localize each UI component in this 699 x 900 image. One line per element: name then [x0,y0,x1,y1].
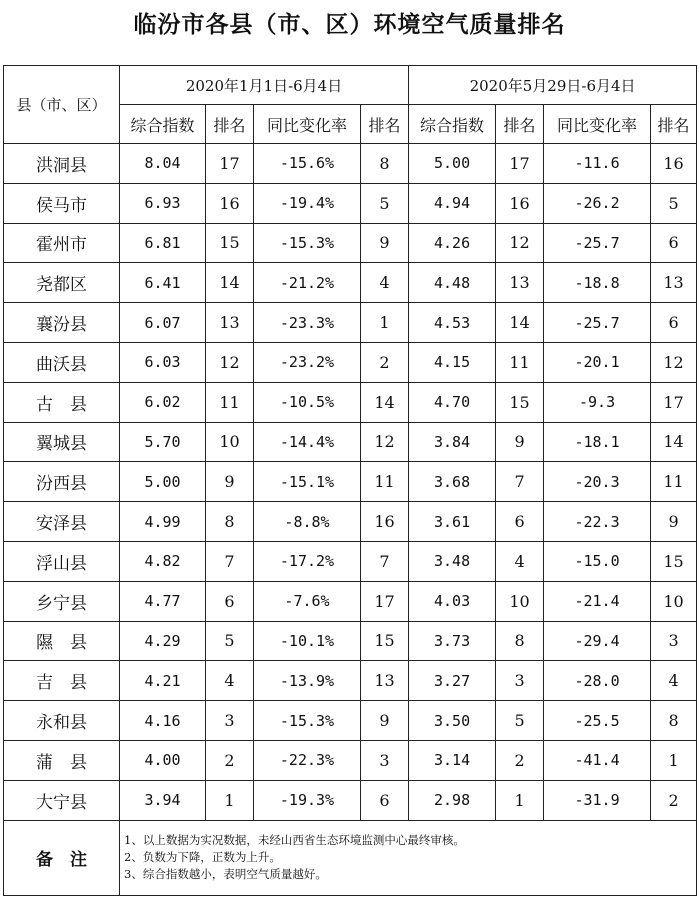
change-a-cell: -21.2% [254,263,361,303]
rank2-a-cell: 9 [361,701,409,741]
col-rank-a: 排名 [206,105,254,144]
col-rank2-b: 排名 [651,105,697,144]
period-b-header: 2020年5月29日-6月4日 [409,66,697,105]
rank-a-cell: 10 [206,422,254,462]
rank-a-cell: 3 [206,701,254,741]
index-a-cell: 4.77 [120,581,206,621]
index-a-cell: 4.82 [120,541,206,581]
rank2-a-cell: 2 [361,342,409,382]
rank2-b-cell: 5 [651,183,697,223]
county-cell: 安泽县 [4,502,120,542]
rank2-a-cell: 5 [361,183,409,223]
index-b-cell: 5.00 [409,144,496,184]
rank2-b-cell: 11 [651,462,697,502]
rank2-a-cell: 4 [361,263,409,303]
county-cell: 尧都区 [4,263,120,303]
change-a-cell: -22.3% [254,740,361,780]
rank2-a-cell: 13 [361,661,409,701]
index-a-cell: 8.04 [120,144,206,184]
table-body [4,144,697,821]
index-b-cell: 4.94 [409,183,496,223]
rank-b-cell: 1 [496,780,544,820]
index-a-cell: 3.94 [120,780,206,820]
rank2-a-cell: 8 [361,144,409,184]
rank-a-cell: 8 [206,502,254,542]
change-a-cell: -10.5% [254,382,361,422]
table-row [4,780,697,820]
index-a-cell: 6.93 [120,183,206,223]
rank-b-cell: 4 [496,541,544,581]
rank2-b-cell: 9 [651,502,697,542]
index-b-cell: 3.14 [409,740,496,780]
index-b-cell: 3.68 [409,462,496,502]
rank2-b-cell: 6 [651,303,697,343]
rank-b-cell: 11 [496,342,544,382]
col-change-b: 同比变化率 [544,105,651,144]
change-a-cell: -19.4% [254,183,361,223]
rank2-b-cell: 1 [651,740,697,780]
rank-b-cell: 10 [496,581,544,621]
table-row [4,382,697,422]
change-b-cell: -25.7 [544,303,651,343]
change-b-cell: -25.7 [544,223,651,263]
rank-a-cell: 16 [206,183,254,223]
table-row [4,422,697,462]
header-row-periods [4,66,697,105]
rank2-a-cell: 12 [361,422,409,462]
change-a-cell: -13.9% [254,661,361,701]
county-cell: 浮山县 [4,541,120,581]
rank-b-cell: 9 [496,422,544,462]
county-cell: 乡宁县 [4,581,120,621]
change-b-cell: -31.9 [544,780,651,820]
rank-b-cell: 12 [496,223,544,263]
table-row [4,183,697,223]
county-cell: 翼城县 [4,422,120,462]
index-a-cell: 6.41 [120,263,206,303]
index-b-cell: 3.48 [409,541,496,581]
table-row [4,342,697,382]
col-change-a: 同比变化率 [254,105,361,144]
table-row [4,701,697,741]
change-b-cell: -18.8 [544,263,651,303]
rank2-b-cell: 6 [651,223,697,263]
index-b-cell: 2.98 [409,780,496,820]
change-b-cell: -22.3 [544,502,651,542]
change-b-cell: -11.6 [544,144,651,184]
table-row [4,661,697,701]
index-b-cell: 4.26 [409,223,496,263]
change-a-cell: -8.8% [254,502,361,542]
index-a-cell: 6.07 [120,303,206,343]
rank2-b-cell: 8 [651,701,697,741]
change-a-cell: -14.4% [254,422,361,462]
index-b-cell: 3.73 [409,621,496,661]
index-a-cell: 6.81 [120,223,206,263]
rank2-b-cell: 15 [651,541,697,581]
col-rank2-a: 排名 [361,105,409,144]
index-a-cell: 6.03 [120,342,206,382]
index-a-cell: 4.29 [120,621,206,661]
county-column-header: 县（市、区） [4,66,120,144]
index-b-cell: 3.61 [409,502,496,542]
rank-a-cell: 5 [206,621,254,661]
index-b-cell: 4.53 [409,303,496,343]
ranking-table [3,65,697,896]
rank2-b-cell: 4 [651,661,697,701]
rank2-b-cell: 12 [651,342,697,382]
rank-a-cell: 17 [206,144,254,184]
rank-a-cell: 2 [206,740,254,780]
change-b-cell: -15.0 [544,541,651,581]
index-b-cell: 3.27 [409,661,496,701]
change-a-cell: -15.3% [254,701,361,741]
rank-a-cell: 9 [206,462,254,502]
change-b-cell: -25.5 [544,701,651,741]
change-b-cell: -18.1 [544,422,651,462]
index-a-cell: 5.70 [120,422,206,462]
county-cell: 曲沃县 [4,342,120,382]
index-a-cell: 4.00 [120,740,206,780]
county-cell: 古 县 [4,382,120,422]
rank-a-cell: 6 [206,581,254,621]
county-cell: 侯马市 [4,183,120,223]
change-a-cell: -23.2% [254,342,361,382]
change-a-cell: -19.3% [254,780,361,820]
table-row [4,581,697,621]
rank2-a-cell: 14 [361,382,409,422]
notes-label: 备 注 [4,820,120,895]
rank-b-cell: 2 [496,740,544,780]
rank-b-cell: 5 [496,701,544,741]
rank2-a-cell: 16 [361,502,409,542]
change-a-cell: -23.3% [254,303,361,343]
change-a-cell: -7.6% [254,581,361,621]
rank-a-cell: 4 [206,661,254,701]
note-line-2: 2、负数为下降，正数为上升。 [124,850,281,865]
rank2-a-cell: 7 [361,541,409,581]
rank-b-cell: 3 [496,661,544,701]
rank2-a-cell: 9 [361,223,409,263]
rank-b-cell: 13 [496,263,544,303]
change-a-cell: -10.1% [254,621,361,661]
table-row [4,263,697,303]
rank2-a-cell: 11 [361,462,409,502]
page-title: 临汾市各县（市、区）环境空气质量排名 [133,12,566,38]
index-b-cell: 3.50 [409,701,496,741]
county-cell: 洪洞县 [4,144,120,184]
rank-a-cell: 1 [206,780,254,820]
rank2-b-cell: 3 [651,621,697,661]
rank-b-cell: 8 [496,621,544,661]
col-rank-b: 排名 [496,105,544,144]
rank-a-cell: 13 [206,303,254,343]
col-index-b: 综合指数 [409,105,496,144]
notes-row [4,820,697,895]
change-b-cell: -29.4 [544,621,651,661]
county-cell: 蒲 县 [4,740,120,780]
rank-b-cell: 7 [496,462,544,502]
index-a-cell: 4.21 [120,661,206,701]
rank-b-cell: 14 [496,303,544,343]
table-row [4,144,697,184]
index-a-cell: 5.00 [120,462,206,502]
index-a-cell: 4.16 [120,701,206,741]
table-row [4,621,697,661]
change-b-cell: -9.3 [544,382,651,422]
change-a-cell: -15.3% [254,223,361,263]
index-a-cell: 6.02 [120,382,206,422]
rank-a-cell: 11 [206,382,254,422]
table-row [4,740,697,780]
index-b-cell: 4.15 [409,342,496,382]
rank2-a-cell: 15 [361,621,409,661]
table-row [4,541,697,581]
index-b-cell: 4.48 [409,263,496,303]
change-b-cell: -20.1 [544,342,651,382]
change-a-cell: -17.2% [254,541,361,581]
county-cell: 永和县 [4,701,120,741]
rank-a-cell: 14 [206,263,254,303]
county-cell: 霍州市 [4,223,120,263]
rank2-a-cell: 6 [361,780,409,820]
note-line-1: 1、以上数据为实况数据，未经山西省生态环境监测中心最终审核。 [124,833,465,848]
rank-a-cell: 12 [206,342,254,382]
change-a-cell: -15.1% [254,462,361,502]
index-b-cell: 3.84 [409,422,496,462]
change-a-cell: -15.6% [254,144,361,184]
col-index-a: 综合指数 [120,105,206,144]
county-cell: 大宁县 [4,780,120,820]
index-b-cell: 4.03 [409,581,496,621]
rank2-a-cell: 3 [361,740,409,780]
county-cell: 襄汾县 [4,303,120,343]
notes-text [120,820,697,895]
change-b-cell: -21.4 [544,581,651,621]
rank-b-cell: 17 [496,144,544,184]
index-b-cell: 4.70 [409,382,496,422]
table-row [4,502,697,542]
rank-b-cell: 6 [496,502,544,542]
period-a-header: 2020年1月1日-6月4日 [120,66,409,105]
rank2-b-cell: 2 [651,780,697,820]
rank2-a-cell: 17 [361,581,409,621]
table-row [4,462,697,502]
rank2-b-cell: 17 [651,382,697,422]
change-b-cell: -41.4 [544,740,651,780]
rank-b-cell: 15 [496,382,544,422]
county-cell: 汾西县 [4,462,120,502]
rank2-b-cell: 14 [651,422,697,462]
county-cell: 吉 县 [4,661,120,701]
rank2-b-cell: 10 [651,581,697,621]
table-row [4,303,697,343]
change-b-cell: -20.3 [544,462,651,502]
rank-a-cell: 15 [206,223,254,263]
table-row [4,223,697,263]
note-line-3: 3、综合指数越小，表明空气质量越好。 [124,867,327,882]
county-cell: 隰 县 [4,621,120,661]
change-b-cell: -26.2 [544,183,651,223]
rank-b-cell: 16 [496,183,544,223]
rank2-b-cell: 13 [651,263,697,303]
rank2-b-cell: 16 [651,144,697,184]
rank2-a-cell: 1 [361,303,409,343]
change-b-cell: -28.0 [544,661,651,701]
rank-a-cell: 7 [206,541,254,581]
index-a-cell: 4.99 [120,502,206,542]
